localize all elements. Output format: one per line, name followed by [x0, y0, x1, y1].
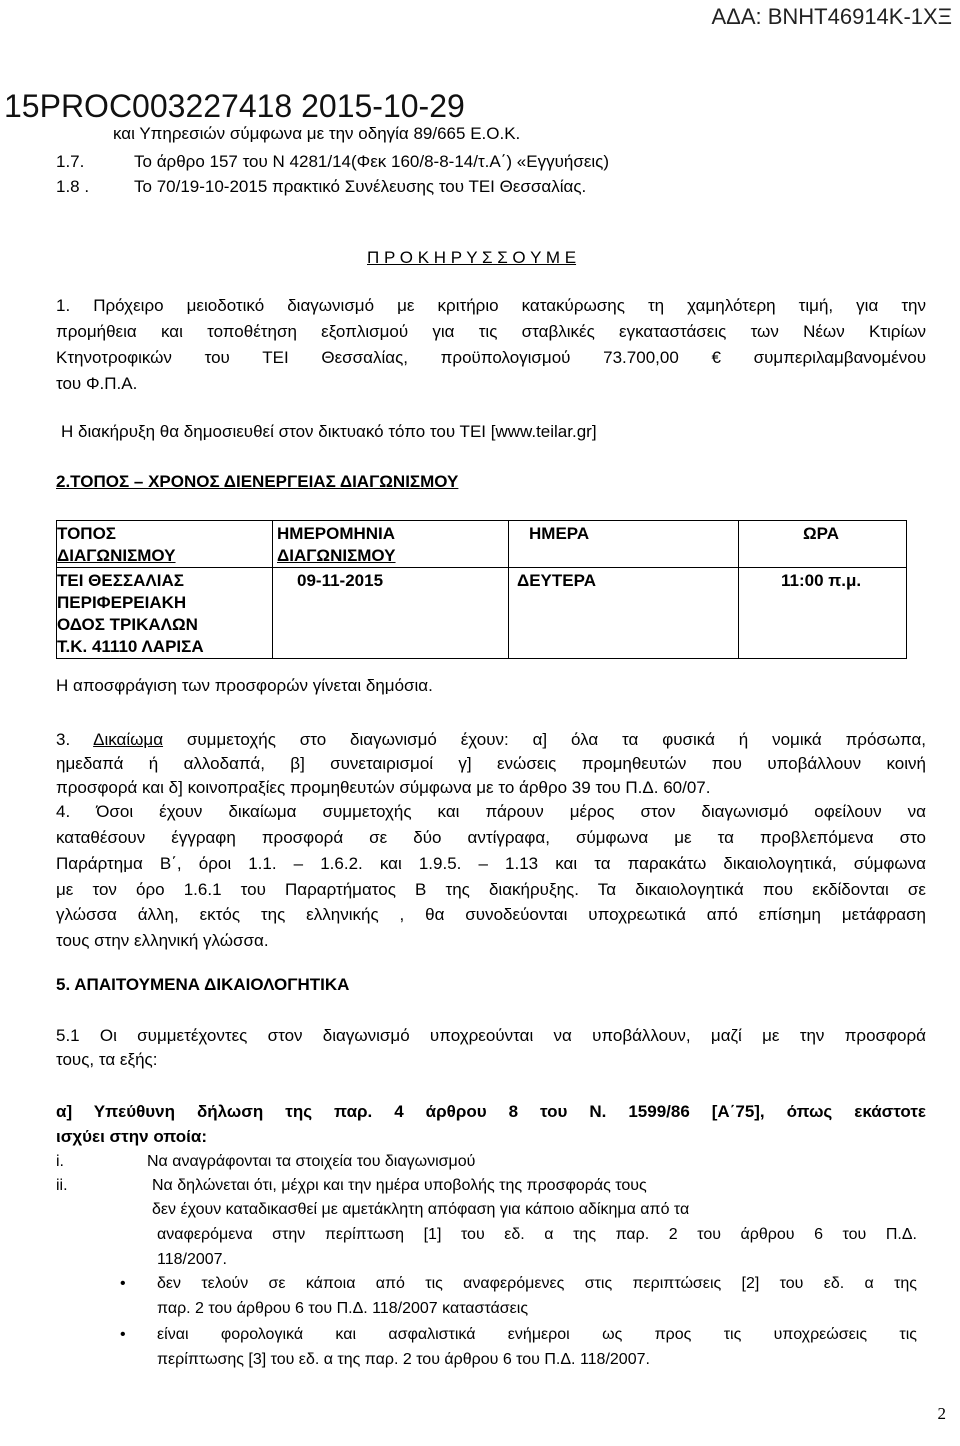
item-text: Να αναγράφονται τα στοιχεία του διαγωνισμού	[147, 1153, 476, 1170]
declaration-line: α] Υπεύθυνη δήλωση της παρ. 4 άρθρου 8 του Ν. 1599/86 [Α΄75], όπως εκάστοτε	[56, 1102, 926, 1121]
cell-day	[509, 568, 739, 659]
header-date-line2: ΔΙΑΓΩΝΙΣΜΟΥ	[277, 546, 396, 565]
section4-line: τους στην ελληνική γλώσσα.	[56, 931, 269, 950]
header-time-text: ΩΡΑ	[803, 524, 839, 543]
bullet-text: παρ. 2 του άρθρου 6 του Π.Δ. 118/2007 καταστάσεις	[157, 1300, 529, 1317]
ada-identifier: ΑΔΑ: ΒΝΗΤ46914Κ-1ΧΞ	[711, 4, 952, 29]
table-header-row	[57, 521, 907, 568]
publication-note: Η διακήρυξη θα δημοσιευθεί στον δικτυακό τόπο του ΤΕΙ [www.teilar.gr]	[61, 422, 597, 441]
place-line: ΤΕΙ ΘΕΣΣΑΛΙΑΣ	[57, 571, 184, 590]
section3-underlined: Δικαίωμα	[93, 730, 164, 749]
reference-number: 1.8 .	[56, 177, 90, 196]
section4-line: 4. Όσοι έχουν δικαίωμα συμμετοχής και πάρουν μέρος στον διαγωνισμό οφείλουν να	[56, 802, 926, 821]
item-number: ii.	[56, 1177, 68, 1194]
header-time	[739, 521, 907, 568]
reference-text: Το 70/19-10-2015 πρακτικό Συνέλευσης του ΤΕΙ Θεσσαλίας.	[134, 177, 587, 196]
cell-time	[739, 568, 907, 659]
time-value: 11:00 π.μ.	[781, 571, 862, 590]
header-date-line1: ΗΜΕΡΟΜΗΝΙΑ	[277, 524, 396, 543]
cell-place	[57, 568, 273, 659]
section2-heading: 2.ΤΟΠΟΣ – ΧΡΟΝΟΣ ΔΙΕΝΕΡΓΕΙΑΣ ΔΙΑΓΩΝΙΣΜΟΥ	[56, 472, 459, 491]
bid-schedule-table	[56, 520, 907, 659]
reference-line: και Υπηρεσιών σύμφωνα με την οδηγία 89/665 Ε.Ο.Κ.	[113, 124, 521, 143]
bullet-text: είναι φορολογικά και ασφαλιστικά ενήμεροι ως προς τις υποχρεώσεις τις	[157, 1326, 917, 1343]
day-value: ΔΕΥΤΕΡΑ	[517, 571, 596, 590]
section4-line: καταθέσουν έγγραφη προσφορά σε δύο αντίγραφα, σύμφωνα με τα προβλεπόμενα στο	[56, 828, 926, 847]
bullet-text: δεν τελούν σε κάποια από τις αναφερόμενες στις περιπτώσεις [2] του εδ. α της	[157, 1275, 917, 1292]
table-row	[57, 568, 907, 659]
place-line: ΟΔΟΣ ΤΡΙΚΑΛΩΝ	[57, 615, 198, 634]
header-place-line1: ΤΟΠΟΣ	[57, 524, 117, 543]
item-text: 118/2007.	[157, 1251, 227, 1268]
header-place-line2: ΔΙΑΓΩΝΙΣΜΟΥ	[57, 546, 176, 565]
section3-prefix: 3.	[56, 730, 94, 749]
item-text: αναφερόμενα στην περίπτωση [1] του εδ. α της παρ. 2 του άρθρου 6 του Π.Δ.	[157, 1226, 917, 1243]
item-text: Να δηλώνεται ότι, μέχρι και την ημέρα υποβολής της προσφοράς τους	[152, 1177, 647, 1194]
header-date	[273, 521, 509, 568]
item-number: i.	[56, 1153, 64, 1170]
section1-line: Κτηνοτροφικών του ΤΕΙ Θεσσαλίας, προϋπολογισμού 73.700,00 € συμπεριλαμβανομένου	[56, 348, 926, 367]
section3-line: ημεδαπά ή αλλοδαπά, β] συνεταιρισμοί γ] ενώσεις προμηθευτών που υποβάλλουν κοινή	[56, 754, 926, 773]
section1-line: προμήθεια και τοποθέτηση εξοπλισμού για τις σταβλικές εγκαταστάσεις των Νέων Κτιρίων	[56, 322, 926, 341]
declaration-line: ισχύει στην οποία:	[56, 1127, 207, 1146]
reference-text: Το άρθρο 157 του Ν 4281/14(Φεκ 160/8-8-14/τ.Α΄) «Εγγυήσεις)	[134, 152, 610, 171]
opening-note: Η αποσφράγιση των προσφορών γίνεται δημόσια.	[56, 676, 433, 695]
section1-line: 1. Πρόχειρο μειοδοτικό διαγωνισμό με κριτήριο κατακύρωσης τη χαμηλότερη τιμή, για την	[56, 296, 926, 315]
bullet-text: περίπτωσης [3] του εδ. α της παρ. 2 του άρθρου 6 του Π.Δ. 118/2007.	[157, 1351, 650, 1368]
section4-line: με τον όρο 1.6.1 του Παραρτήματος Β της διακήρυξης. Τα δικαιολογητικά που εκδίδονται σε	[56, 880, 926, 899]
bullet-icon: •	[120, 1275, 126, 1292]
document-code: 15PROC003227418 2015-10-29	[4, 88, 465, 124]
header-place	[57, 521, 273, 568]
page-number: 2	[937, 1404, 946, 1423]
section1-line: του Φ.Π.Α.	[56, 374, 138, 393]
section5-line: τους, τα εξής:	[56, 1050, 158, 1069]
date-value: 09-11-2015	[297, 571, 384, 590]
proclaim-heading: Π Ρ Ο Κ Η Ρ Υ Σ Σ Ο Υ Μ Ε	[367, 248, 577, 267]
reference-number: 1.7.	[56, 152, 85, 171]
section3-line	[56, 728, 926, 751]
section3-rest: συμμετοχής στο διαγωνισμό έχουν: α] όλα τα φυσικά ή νομικά πρόσωπα,	[163, 730, 926, 749]
bullet-icon: •	[120, 1326, 126, 1343]
header-day	[509, 521, 739, 568]
place-line: ΠΕΡΙΦΕΡΕΙΑΚΗ	[57, 593, 187, 612]
section4-line: γλώσσα άλλη, εκτός της ελληνικής , θα συνοδεύονται υποχρεωτικά από επίσημη μετάφραση	[56, 905, 926, 924]
cell-date	[273, 568, 509, 659]
section4-line: Παράρτημα Β΄, όροι 1.1. – 1.6.2. και 1.9.5. – 1.13 και τα παρακάτω δικαιολογητικά, σύμφωνα	[56, 854, 926, 873]
section3-line: προσφορά και δ] κοινοπραξίες προμηθευτών σύμφωνα με το άρθρο 39 του Π.Δ. 60/07.	[56, 778, 711, 797]
section5-heading: 5. ΑΠΑΙΤΟΥΜΕΝΑ ΔΙΚΑΙΟΛΟΓΗΤΙΚΑ	[56, 975, 350, 994]
section5-line: 5.1 Οι συμμετέχοντες στον διαγωνισμό υποχρεούνται να υποβάλλουν, μαζί με την προσφορά	[56, 1026, 926, 1045]
item-text: δεν έχουν καταδικασθεί με αμετάκλητη απόφαση για κάποιο αδίκημα από τα	[152, 1201, 690, 1218]
header-day-text: ΗΜΕΡΑ	[529, 524, 590, 543]
place-line: Τ.Κ. 41110 ΛΑΡΙΣΑ	[57, 637, 204, 656]
